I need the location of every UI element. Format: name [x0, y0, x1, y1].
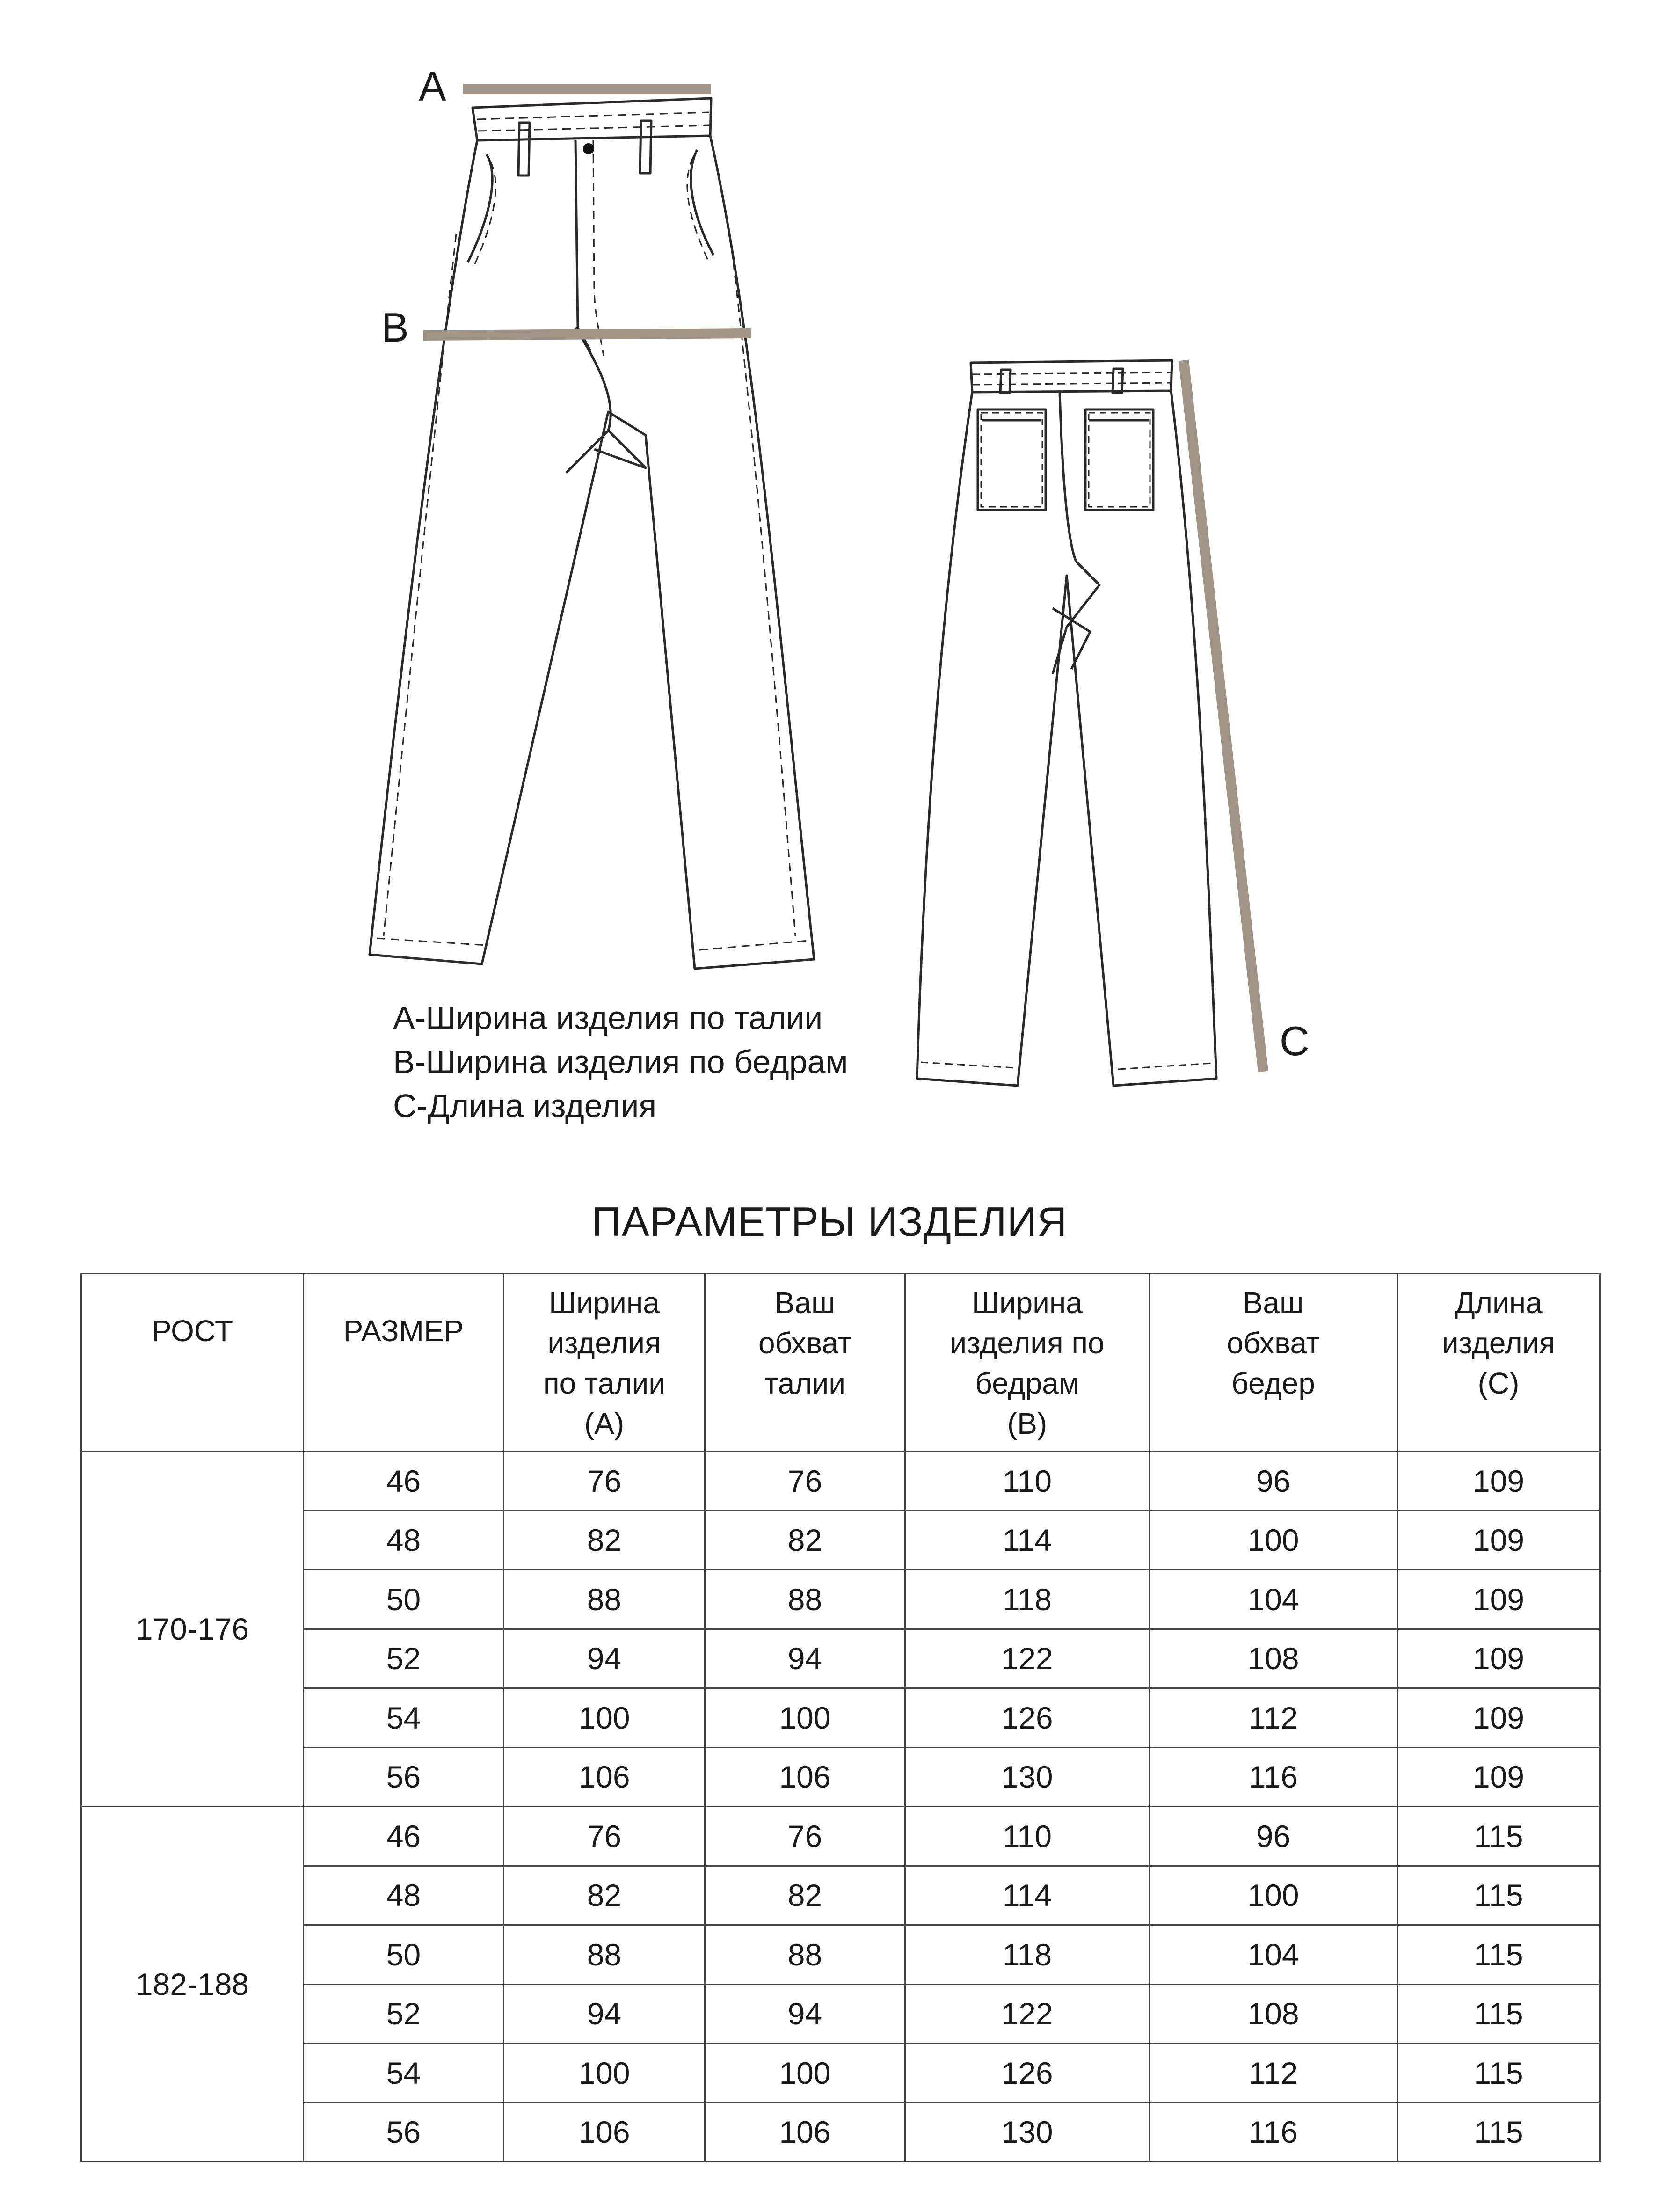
table-cell: 104: [1150, 1925, 1397, 1985]
table-cell: 76: [504, 1807, 705, 1866]
table-cell: 94: [504, 1984, 705, 2044]
table-cell: 48: [304, 1866, 504, 1925]
legend-item-c: C-Длина изделия: [393, 1088, 657, 1124]
table-cell: 100: [705, 1688, 905, 1748]
table-cell: 82: [504, 1866, 705, 1925]
table-cell: 100: [1150, 1511, 1397, 1570]
button-icon: [583, 143, 594, 154]
table-cell: 82: [705, 1866, 905, 1925]
table-cell: 54: [304, 1688, 504, 1748]
table-cell: 100: [504, 1688, 705, 1748]
table-cell: 100: [504, 2044, 705, 2103]
table-cell: 115: [1397, 1925, 1600, 1985]
table-cell: 106: [705, 2102, 905, 2162]
height-range-cell: 170-176: [81, 1452, 304, 1807]
marker-b: B: [381, 304, 409, 350]
table-cell: 106: [504, 1747, 705, 1807]
table-cell: 112: [1150, 2044, 1397, 2103]
height-range-cell: 182-188: [81, 1807, 304, 2162]
header-size: РАЗМЕР: [304, 1274, 504, 1452]
back-trousers-sketch: [917, 360, 1216, 1086]
table-cell: 82: [705, 1511, 905, 1570]
measure-line-c: [1184, 360, 1263, 1072]
table-cell: 110: [905, 1452, 1150, 1511]
table-row: [81, 1629, 1600, 1688]
header-waist-width: Ширина изделия по талии (A): [504, 1274, 705, 1452]
table-cell: 110: [905, 1807, 1150, 1866]
table-cell: 100: [705, 2044, 905, 2103]
table-body: [81, 1452, 1600, 2162]
table-cell: 88: [504, 1925, 705, 1985]
table-cell: 106: [705, 1747, 905, 1807]
table-cell: 109: [1397, 1452, 1600, 1511]
table-cell: 104: [1150, 1570, 1397, 1629]
header-length: Длина изделия (C): [1397, 1274, 1600, 1452]
table-cell: 76: [504, 1452, 705, 1511]
table-cell: 109: [1397, 1570, 1600, 1629]
measurement-legend: [393, 996, 848, 1128]
table-cell: 76: [705, 1452, 905, 1511]
legend-item-b: B-Ширина изделия по бедрам: [393, 1044, 848, 1080]
table-cell: 118: [905, 1570, 1150, 1629]
table-row: [81, 1925, 1600, 1985]
header-hip-width: Ширина изделия по бедрам (B): [905, 1274, 1150, 1452]
table-cell: 109: [1397, 1747, 1600, 1807]
table-cell: 108: [1150, 1984, 1397, 2044]
table-cell: 88: [504, 1570, 705, 1629]
table-cell: 56: [304, 2102, 504, 2162]
table-cell: 109: [1397, 1511, 1600, 1570]
front-trousers-sketch: [370, 98, 814, 969]
table-cell: 112: [1150, 1688, 1397, 1748]
table-row: [81, 1984, 1600, 2044]
table-cell: 130: [905, 2102, 1150, 2162]
table-cell: 52: [304, 1629, 504, 1688]
table-cell: 76: [705, 1807, 905, 1866]
table-row: [81, 2044, 1600, 2103]
header-height: РОСТ: [81, 1274, 304, 1452]
table-row: [81, 1747, 1600, 1807]
table-header-row: [81, 1274, 1600, 1452]
table-cell: 46: [304, 1807, 504, 1866]
table-cell: 126: [905, 2044, 1150, 2103]
table-cell: 109: [1397, 1688, 1600, 1748]
table-cell: 116: [1150, 2102, 1397, 2162]
table-row: [81, 1688, 1600, 1748]
table-cell: 94: [705, 1629, 905, 1688]
table-cell: 115: [1397, 2044, 1600, 2103]
table-row: [81, 1452, 1600, 1511]
table-cell: 122: [905, 1984, 1150, 2044]
table-cell: 96: [1150, 1452, 1397, 1511]
table-cell: 126: [905, 1688, 1150, 1748]
measurement-lines: [423, 89, 1263, 1072]
table-cell: 122: [905, 1629, 1150, 1688]
table-row: [81, 1807, 1600, 1866]
legend-item-a: A-Ширина изделия по талии: [393, 1000, 823, 1036]
table-title: ПАРАМЕТРЫ ИЗДЕЛИЯ: [591, 1198, 1068, 1245]
header-your-waist: Ваш обхват талии: [705, 1274, 905, 1452]
table-cell: 115: [1397, 1984, 1600, 2044]
table-cell: 115: [1397, 2102, 1600, 2162]
table-cell: 88: [705, 1570, 905, 1629]
table-cell: 109: [1397, 1629, 1600, 1688]
table-cell: 88: [705, 1925, 905, 1985]
table-cell: 115: [1397, 1866, 1600, 1925]
table-cell: 100: [1150, 1866, 1397, 1925]
table-cell: 54: [304, 2044, 504, 2103]
table-cell: 94: [504, 1629, 705, 1688]
table-row: [81, 1511, 1600, 1570]
table-cell: 108: [1150, 1629, 1397, 1688]
table-cell: 48: [304, 1511, 504, 1570]
table-cell: 52: [304, 1984, 504, 2044]
table-cell: 96: [1150, 1807, 1397, 1866]
table-row: [81, 1570, 1600, 1629]
table-cell: 114: [905, 1511, 1150, 1570]
header-your-hips: Ваш обхват бедер: [1150, 1274, 1397, 1452]
marker-c: C: [1280, 1018, 1310, 1064]
table-cell: 56: [304, 1747, 504, 1807]
table-cell: 106: [504, 2102, 705, 2162]
table-cell: 114: [905, 1866, 1150, 1925]
table-row: [81, 1866, 1600, 1925]
marker-a: A: [419, 63, 446, 110]
measure-line-b: [423, 333, 751, 336]
table-cell: 118: [905, 1925, 1150, 1985]
table-cell: 130: [905, 1747, 1150, 1807]
table-cell: 50: [304, 1570, 504, 1629]
table-cell: 115: [1397, 1807, 1600, 1866]
size-parameters-table: [80, 1273, 1601, 2162]
table-row: [81, 2102, 1600, 2162]
table-cell: 50: [304, 1925, 504, 1985]
table-cell: 46: [304, 1452, 504, 1511]
table-cell: 82: [504, 1511, 705, 1570]
table-cell: 116: [1150, 1747, 1397, 1807]
table-cell: 94: [705, 1984, 905, 2044]
